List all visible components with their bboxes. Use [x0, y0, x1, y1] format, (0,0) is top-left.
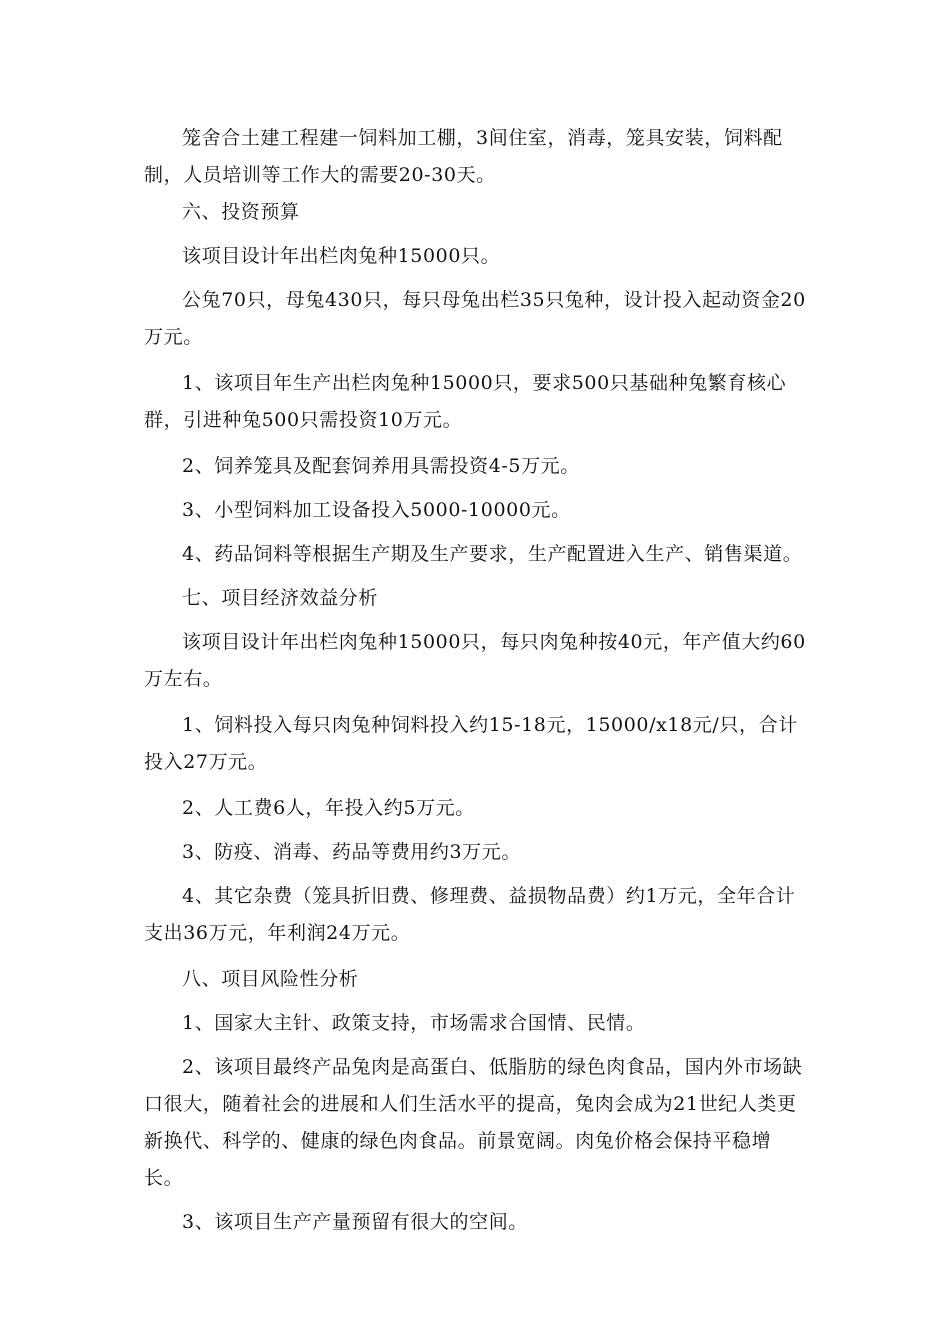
- paragraph-annual-output: 该项目设计年出栏肉兔种15000只。: [182, 245, 501, 267]
- paragraph-budget-item-3: 3、小型饲料加工设备投入5000-10000元。: [182, 499, 571, 521]
- paragraph-budget-item-4: 4、药品饲料等根据生产期及生产要求，生产配置进入生产、销售渠道。: [182, 543, 803, 565]
- paragraph-cost-item-2: 2、人工费6人，年投入约5万元。: [182, 797, 475, 819]
- document-body: [144, 120, 810, 1241]
- paragraph-budget-item-2: 2、饲养笼具及配套饲养用具需投资4-5万元。: [182, 455, 580, 477]
- paragraph-cost-item-1: 1、饲料投入每只肉兔种饲料投入约15-18元，15000/x18元/只，合计投入27万元。: [144, 714, 798, 773]
- paragraph-construction: 笼舍合土建工程建一饲料加工棚，3间住室，消毒，笼具安装，饲料配制，人员培训等工作大的需要20-30天。: [144, 127, 783, 186]
- paragraph-output-value: 该项目设计年出栏肉兔种15000只，每只肉兔种按40元，年产值大约60万左右。: [144, 631, 806, 690]
- paragraph-cost-item-4: 4、其它杂费（笼具折旧费、修理费、益损物品费）约1万元，全年合计支出36万元，年利润24万元。: [144, 885, 796, 944]
- paragraph-cost-item-3: 3、防疫、消毒、药品等费用约3万元。: [182, 841, 521, 863]
- heading-economic-analysis: 七、项目经济效益分析: [182, 587, 379, 609]
- heading-risk-analysis: 八、项目风险性分析: [182, 968, 359, 990]
- paragraph-risk-item-2: 2、该项目最终产品兔肉是高蛋白、低脂肪的绿色肉食品，国内外市场缺口很大，随着社会的进展和人们生活水平的提高，兔肉会成为21世纪人类更新换代、科学的、健康的绿色肉食品。前景宽阔。肉兔价格会保持平稳增长。: [144, 1056, 803, 1189]
- paragraph-breeding-stock: 公兔70只，母兔430只，每只母兔出栏35只兔种，设计投入起动资金20万元。: [144, 289, 806, 348]
- paragraph-budget-item-1: 1、该项目年生产出栏肉兔种15000只，要求500只基础种兔繁育核心群，引进种兔500只需投资10万元。: [144, 372, 787, 431]
- paragraph-risk-item-1: 1、国家大主针、政策支持，市场需求合国情、民情。: [182, 1012, 646, 1034]
- paragraph-risk-item-3: 3、该项目生产产量预留有很大的空间。: [182, 1211, 528, 1233]
- heading-investment-budget: 六、投资预算: [182, 201, 300, 223]
